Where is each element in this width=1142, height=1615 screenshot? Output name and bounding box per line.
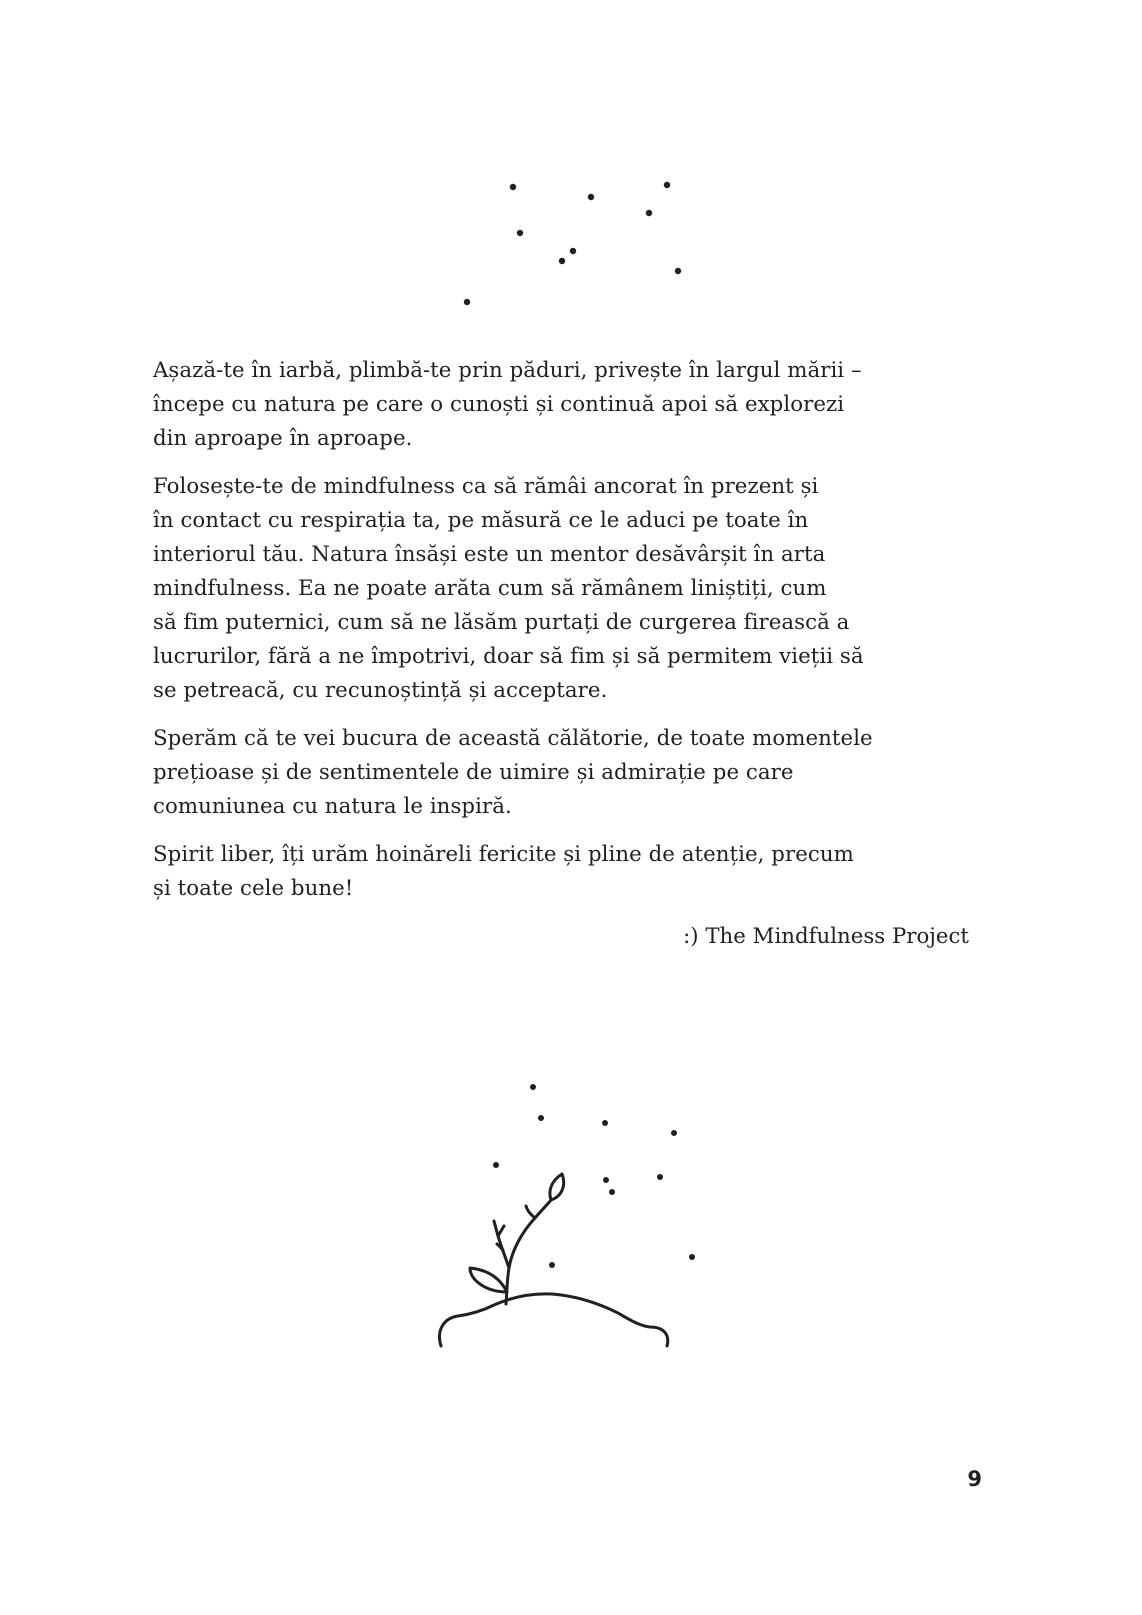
text-line: prețioase și de sentimentele de uimire și admirație pe care [153,760,794,785]
text-line: Spirit liber, îți urăm hoinăreli fericite și pline de atenție, precum [153,842,854,867]
paragraph-journey [153,722,993,824]
text-line: și toate cele bune! [153,876,354,901]
page-number: 9 [967,1467,982,1491]
sprout-on-mound-icon [0,1060,1142,1380]
text-line: să fim puternici, cum să ne lăsăm purtați de curgerea firească a [153,610,850,635]
text-line: se petreacă, cu recunoștință și acceptare. [153,678,608,703]
text-line: Sperăm că te vei bucura de această călătorie, de toate momentele [153,726,873,751]
text-line: lucrurilor, fără a ne împotrivi, doar să fim și să permitem vieții să [153,644,864,669]
stars-icon [0,0,1142,340]
text-line: comuniunea cu natura le inspiră. [153,794,512,819]
body-text [153,354,993,954]
paragraph-wishes [153,838,993,906]
text-line: interiorul tău. Natura însăși este un mentor desăvârșit în arta [153,542,826,567]
text-line: începe cu natura pe care o cunoști și continuă apoi să explorezi [153,392,845,417]
paragraph-intro [153,354,993,456]
text-line: Folosește-te de mindfulness ca să rămâi ancorat în prezent și [153,474,819,499]
text-line: mindfulness. Ea ne poate arăta cum să rămânem liniștiți, cum [153,576,827,601]
text-line: în contact cu respirația ta, pe măsură ce le aduci pe toate în [153,508,809,533]
text-line: din aproape în aproape. [153,426,413,451]
signature: :) The Mindfulness Project [683,924,969,949]
text-line: Așază-te în iarbă, plimbă-te prin păduri, privește în largul mării – [153,358,862,383]
paragraph-mindfulness [153,470,993,708]
